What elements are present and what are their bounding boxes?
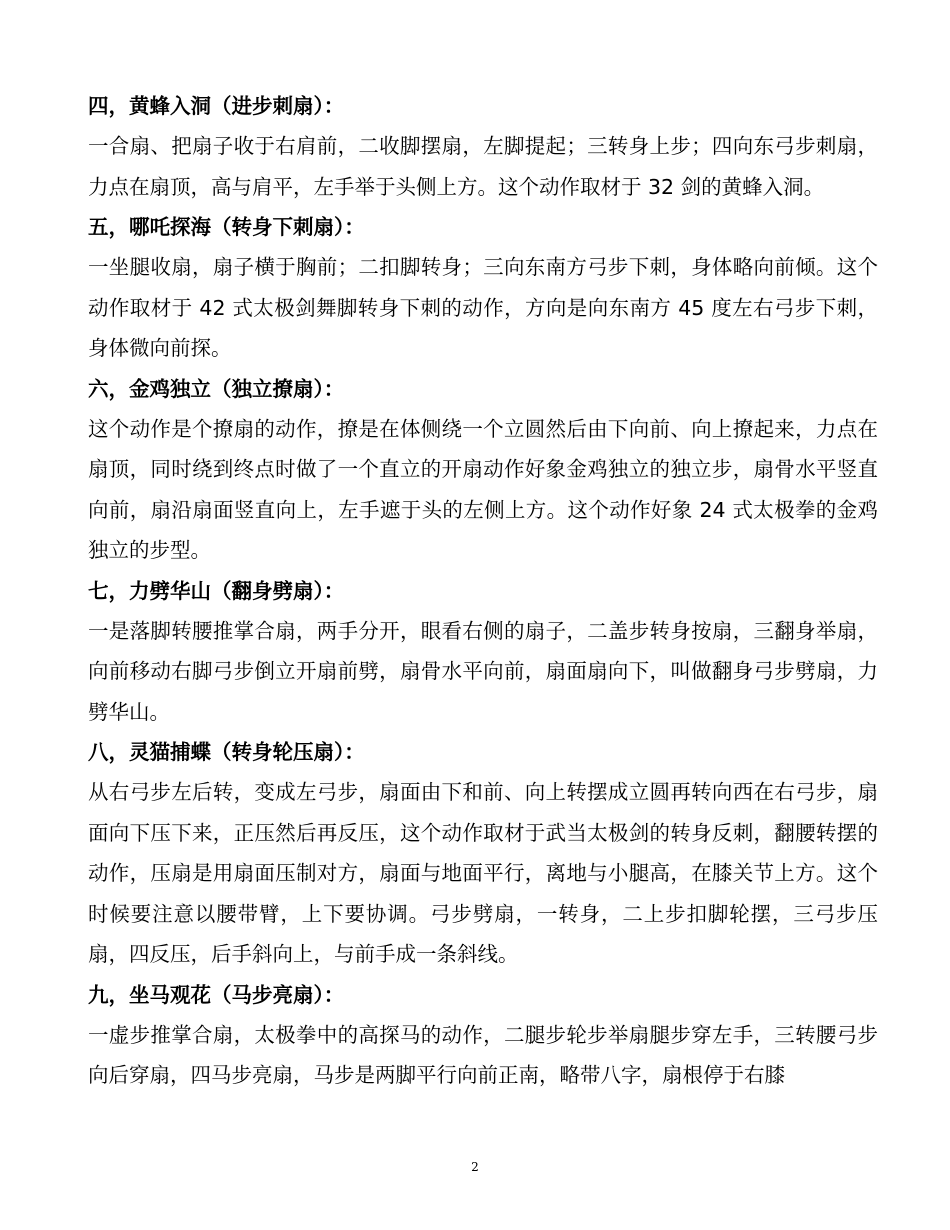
document-page (88, 86, 878, 1096)
section-heading-8: 八，灵猫捕蝶（转身轮压扇）： (88, 740, 365, 764)
section-heading-5: 五，哪吒探海（转身下刺扇）： (88, 215, 365, 239)
section-heading-4: 四，黄蜂入洞（进步刺扇）： (88, 94, 345, 118)
section-heading-7: 七，力劈华山（翻身劈扇）： (88, 578, 345, 603)
section-body-7: 一是落脚转腰推掌合扇，两手分开，眼看右侧的扇子，二盖步转身按扇，三翻身举扇，向前移动右脚弓步倒立开扇前劈，扇骨水平向前，扇面扇向下，叫做翻身弓步劈扇，力劈华山。 (88, 618, 878, 724)
section-body-6: 这个动作是个撩扇的动作，撩是在体侧绕一个立圆然后由下向前、向上撩起来，力点在扇顶，同时绕到终点时做了一个直立的开扇动作好象金鸡独立的独立步，扇骨水平竖直向前，扇沿扇面竖直向上，左手遮于头的左侧上方。这个动作好象 24 式太极拳的金鸡独立的步型。 (88, 416, 878, 562)
section-heading-6: 六，金鸡独立（独立撩扇）： (88, 376, 345, 401)
section-heading-9: 九，坐马观花（马步亮扇）： (88, 982, 345, 1007)
section-body-5: 一坐腿收扇，扇子横于胸前；二扣脚转身；三向东南方弓步下刺，身体略向前倾。这个动作取材于 42 式太极剑舞脚转身下刺的动作，方向是向东南方 45 度左右弓步下刺，身体微向前探。 (88, 255, 878, 360)
section-body-4: 一合扇、把扇子收于右肩前，二收脚摆扇，左脚提起；三转身上步；四向东弓步刺扇，力点在扇顶，高与肩平，左手举于头侧上方。这个动作取材于 32 剑的黄蜂入洞。 (88, 134, 878, 199)
page-number: 2 (471, 1160, 479, 1174)
section-body-8: 从右弓步左后转，变成左弓步，扇面由下和前、向上转摆成立圆再转向西在右弓步，扇面向下压下来，正压然后再反压，这个动作取材于武当太极剑的转身反刺，翻腰转摆的动作，压扇是用扇面压制对方，扇面与地面平行，离地与小腿高，在膝关节上方。这个时候要注意以腰带臂，上下要协调。弓步劈扇，一转身，二上步扣脚轮摆，三弓步压扇，四反压，后手斜向上，与前手成一条斜线。 (88, 780, 878, 966)
section-body-9: 一虚步推掌合扇，太极拳中的高探马的动作，二腿步轮步举扇腿步穿左手，三转腰弓步向后穿扇，四马步亮扇，马步是两脚平行向前正南，略带八字，扇根停于右膝 (88, 1022, 878, 1087)
